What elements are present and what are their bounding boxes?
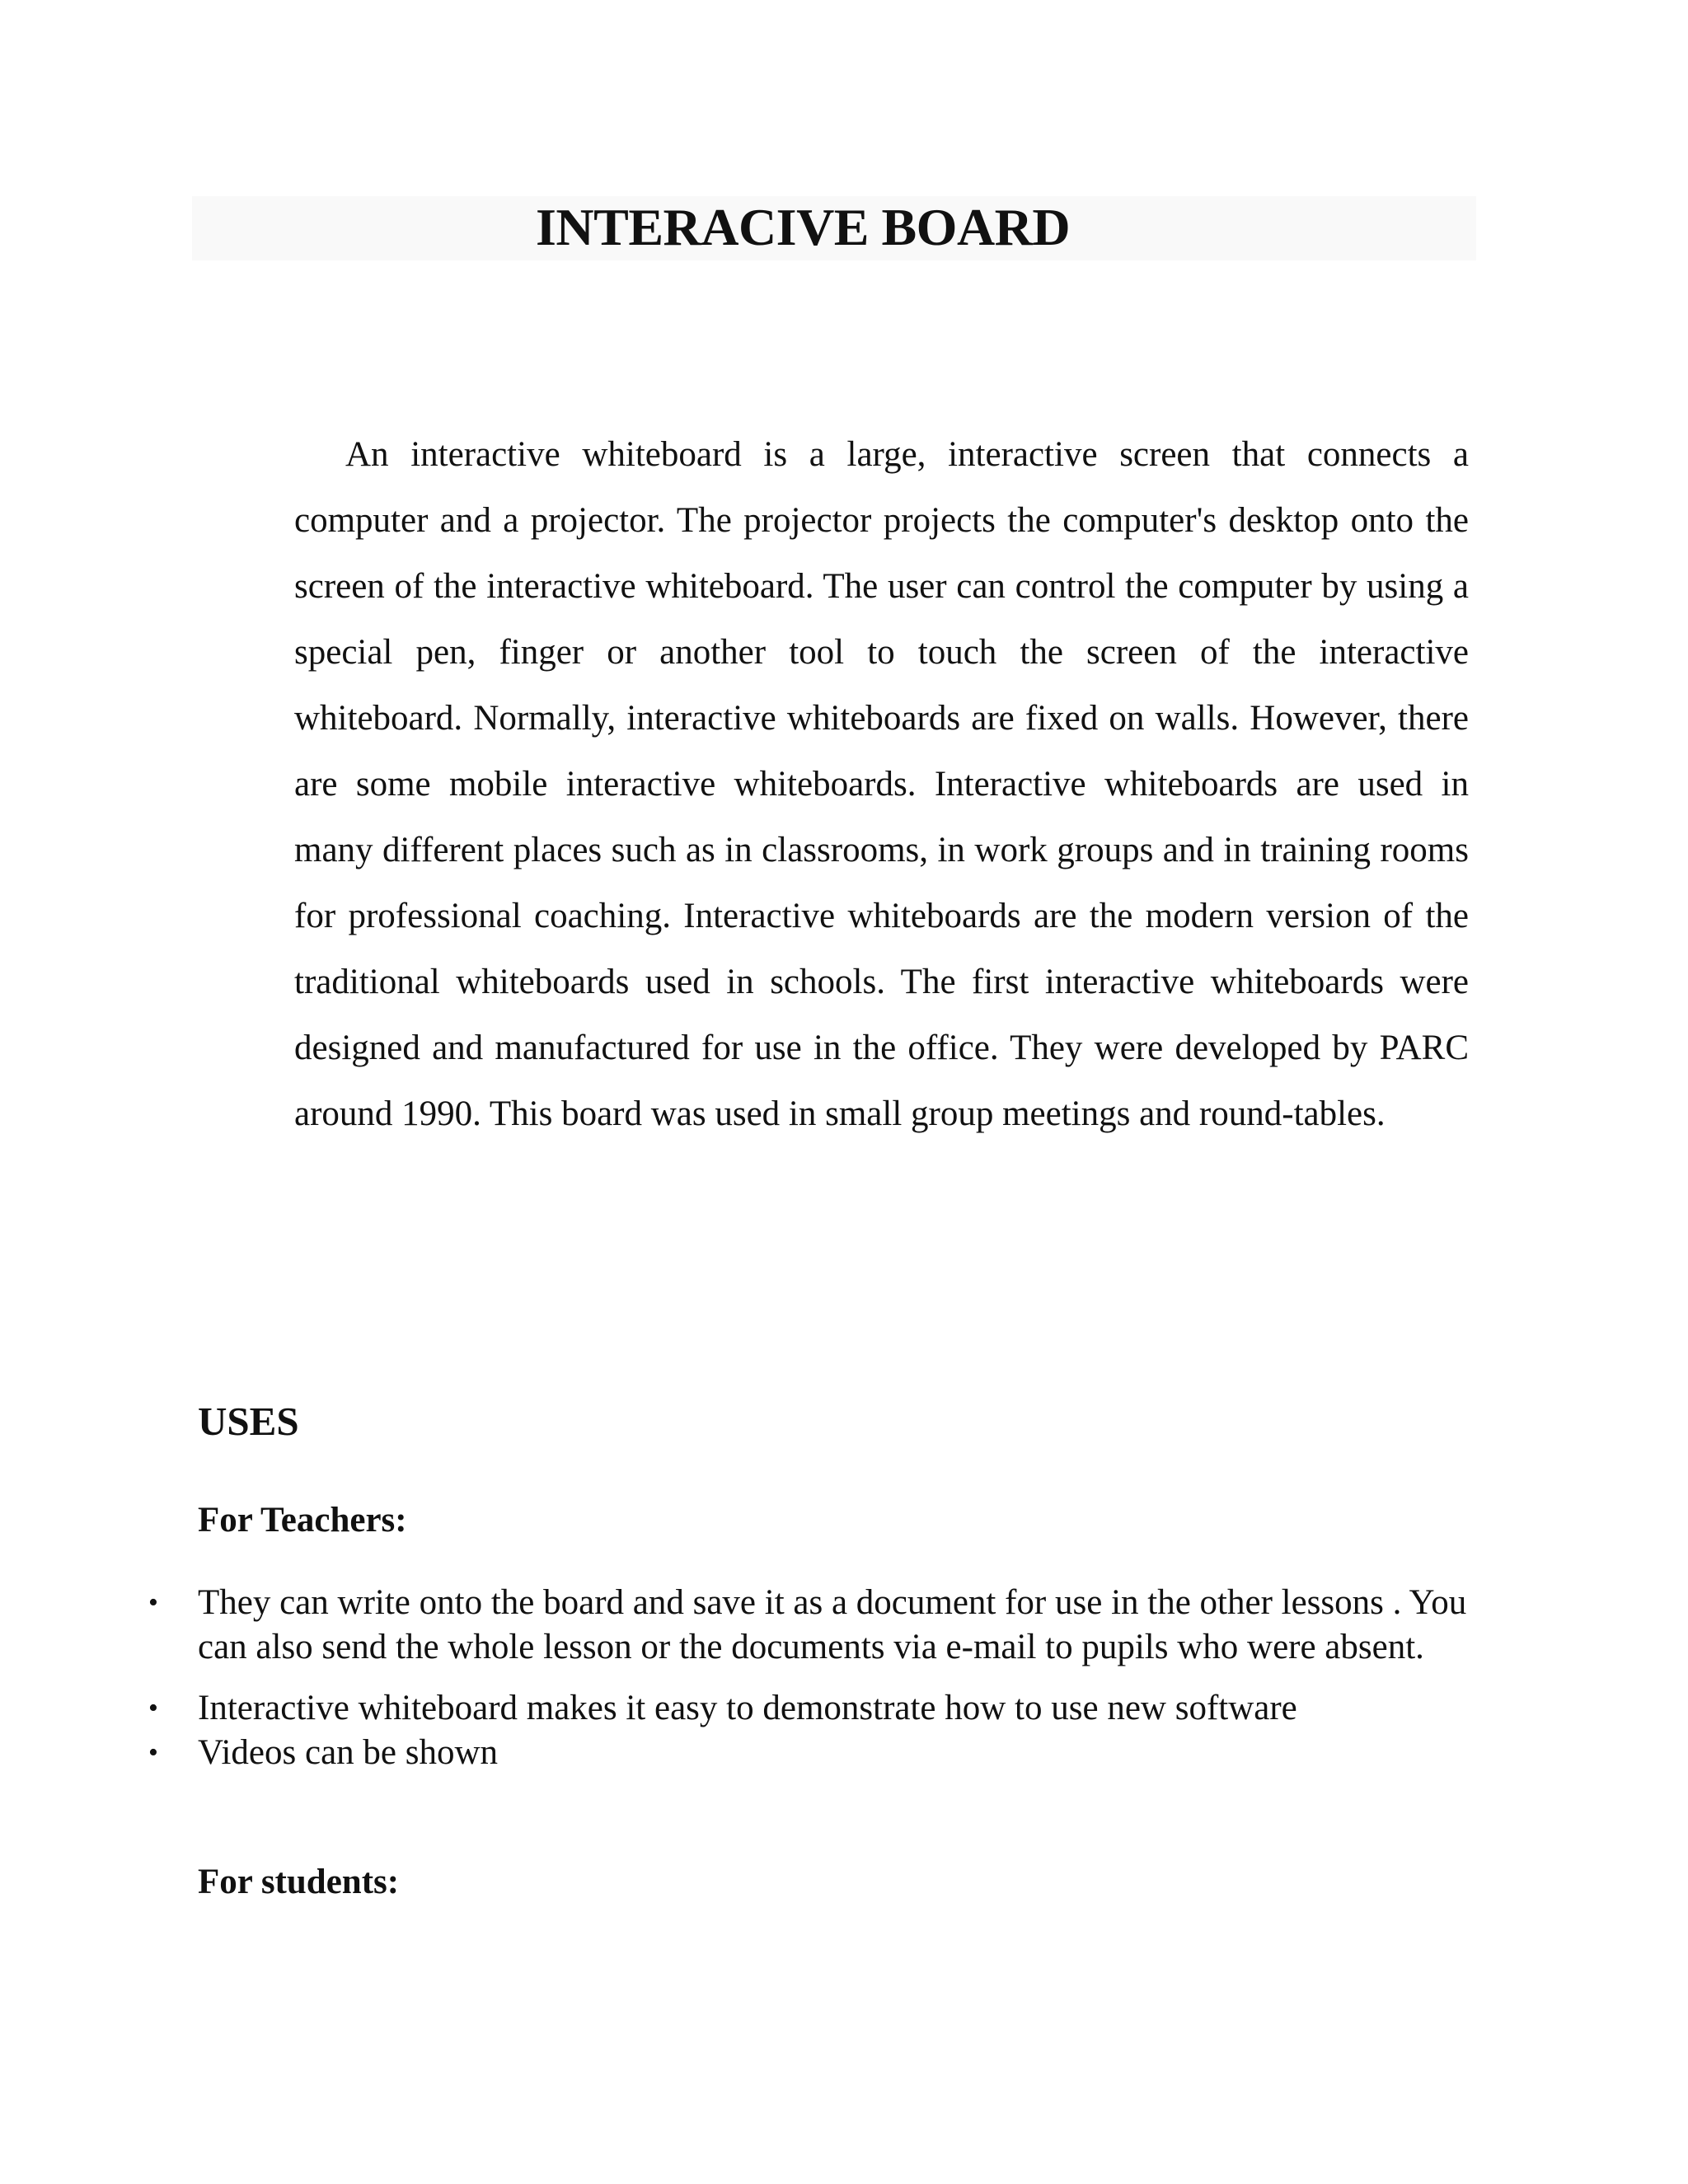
bullet-icon: • xyxy=(148,1693,158,1723)
list-item-text: They can write onto the board and save it as a document for use in the other lessons . You can also send the whole lesson or the documents via e-mail to pupils who were absent. xyxy=(198,1583,1467,1666)
list-item-text: Videos can be shown xyxy=(198,1733,499,1772)
list-item xyxy=(148,1731,1484,1775)
for-teachers-heading: For Teachers: xyxy=(198,1501,407,1540)
intro-paragraph: An interactive whiteboard is a large, interactive screen that connects a computer and a projector. The projector projects the computer's desktop onto the screen of the interactive whiteboard. The user can control the computer by using a special pen, finger or another tool to touch the screen of the interactive whiteboard. Normally, interactive whiteboards are fixed on walls. However, there are some mobile interactive whiteboards. Interactive whiteboards are used in many different places such as in classrooms, in work groups and in training rooms for professional coaching. Interactive whiteboards are the modern version of the traditional whiteboards used in schools. The first interactive whiteboards were designed and manufactured for use in the office. They were developed by PARC around 1990. This board was used in small group meetings and round-tables. xyxy=(294,435,1469,1133)
teacher-bullet-list xyxy=(148,1581,1484,1775)
bullet-icon: • xyxy=(148,1737,158,1768)
for-students-heading: For students: xyxy=(198,1863,400,1901)
list-item xyxy=(148,1686,1484,1731)
page-title: INTERACIVE BOARD xyxy=(536,198,1071,256)
bullet-icon: • xyxy=(148,1587,158,1618)
list-item xyxy=(148,1581,1484,1670)
uses-heading: USES xyxy=(198,1399,299,1444)
list-item-text: Interactive whiteboard makes it easy to demonstrate how to use new software xyxy=(198,1689,1297,1727)
